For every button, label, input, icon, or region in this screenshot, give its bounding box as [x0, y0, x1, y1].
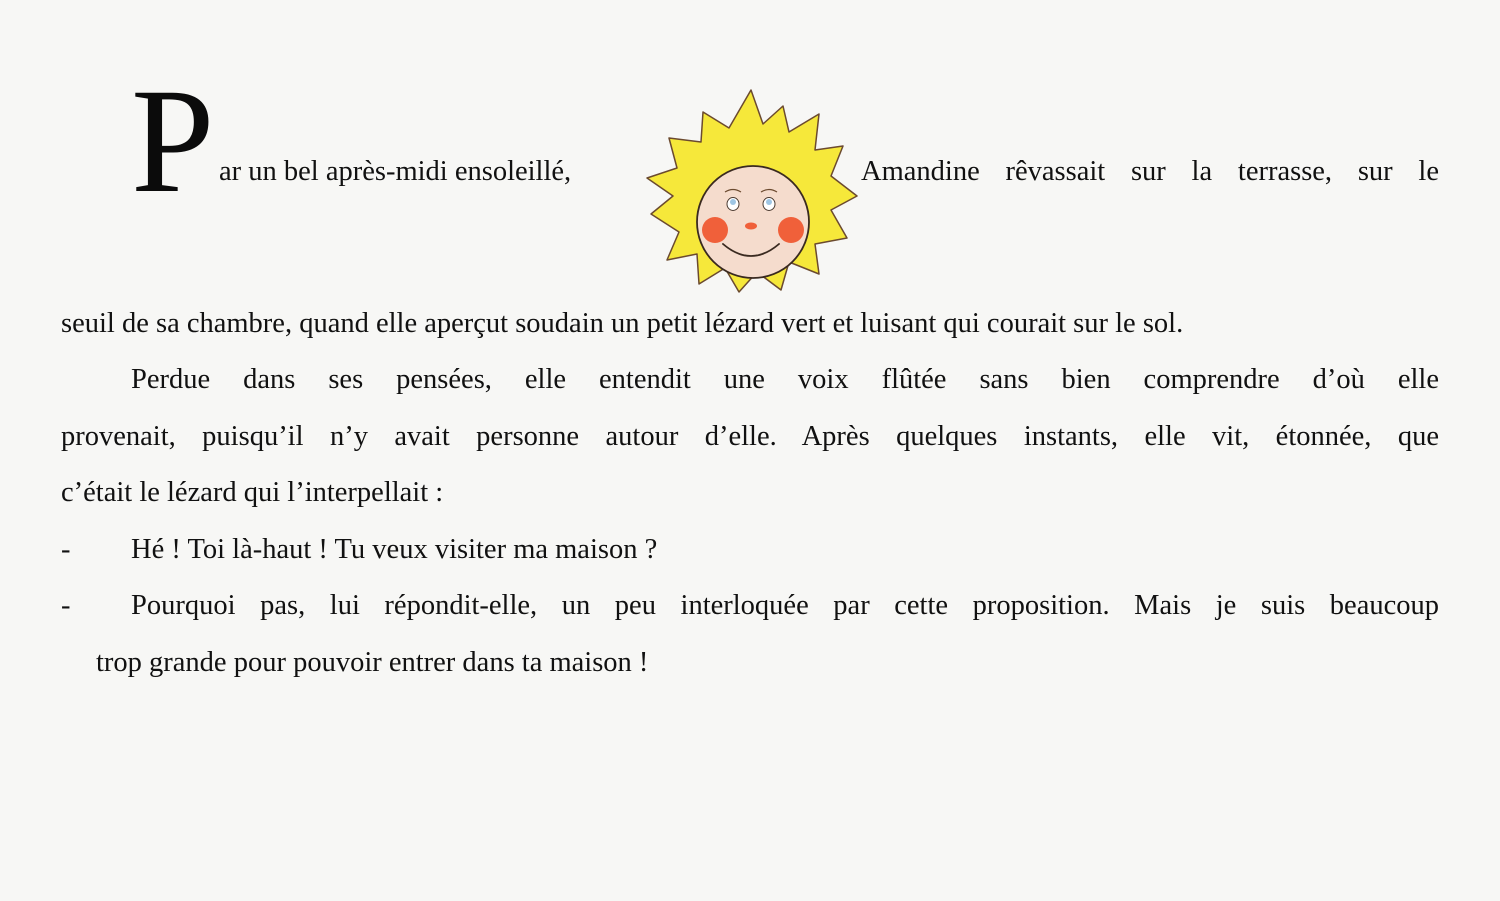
story-line-1-end: Amandine rêvassait sur la terrasse, sur le — [861, 156, 1439, 187]
smiling-sun-icon — [643, 84, 859, 296]
story-line-5: c’était le lézard qui l’interpellait : — [61, 477, 444, 508]
story-line-4: provenait, puisqu’il n’y avait personne autour d’elle. Après quelques instants, elle vit, étonnée, que — [61, 421, 1439, 452]
dialogue-line-2-continued: trop grande pour pouvoir entrer dans ta maison ! — [96, 647, 649, 678]
right-cheek — [778, 217, 804, 243]
story-line-3: Perdue dans ses pensées, elle entendit une voix flûtée sans bien comprendre d’où elle — [131, 364, 1439, 395]
story-line-2: seuil de sa chambre, quand elle aperçut soudain un petit lézard vert et luisant qui courait sur le sol. — [61, 308, 1184, 339]
dialogue-line-2: Pourquoi pas, lui répondit-elle, un peu interloquée par cette proposition. Mais je suis beaucoup — [131, 590, 1439, 621]
sun-nose — [745, 223, 757, 230]
dialogue-dash-1: - — [61, 534, 71, 565]
dialogue-dash-2: - — [61, 590, 71, 621]
story-line-1-start: ar un bel après-midi ensoleillé, — [219, 156, 572, 187]
dialogue-line-1: Hé ! Toi là-haut ! Tu veux visiter ma maison ? — [131, 534, 658, 565]
drop-cap-letter: P — [131, 58, 215, 224]
left-cheek — [702, 217, 728, 243]
